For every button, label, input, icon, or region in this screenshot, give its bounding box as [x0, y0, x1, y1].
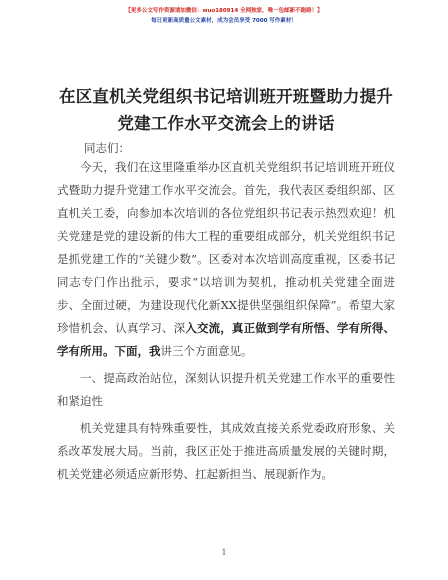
- paragraph-opening: [57, 156, 395, 363]
- paragraph-opening-bold-text: 入交流，真正做到学有所悟、学有所得、学有所用。下面，我: [57, 321, 396, 358]
- section-heading-1: 一、提高政治站位，深刻认识提升机关党建工作水平的重要性和紧迫性: [57, 371, 395, 408]
- paragraph-section-1: 机关党建具有特殊重要性，其成效直接关系党委政府形象、关系改革发展大局。当前，我区正处于推进高质量发展的关键时期，机关党建必须适应新形势、扛起新担当、展现新作为。: [57, 421, 395, 481]
- document-title: 在区直机关党组织书记培训班开班暨助力提升党建工作水平交流会上的讲话: [59, 87, 393, 133]
- salutation: 同志们：: [84, 141, 130, 155]
- paragraph-opening-text: 今天，我们在这里隆重举办区直机关党组织书记培训班开班仪式暨助力提升党建工作水平交流会。首先，我代表区委组织部、区直机关工委，向参加本次培训的各位党组织书记表示热烈欢迎！机关党建是党的建设新的伟大工程的重要组成部分，机关党组织书记是抓党建工作的“关键少数”。区委对本次培训高度重视，区委书记同志专门作出批示，要求“以培训为契机，推动机关党建全面进步、全面过硬，为建设现代化新XX提供坚强组织保障”。希望大家珍惜机会、认真学习、深: [57, 160, 395, 335]
- paragraph-opening-tail: 讲三个方面意见。: [160, 344, 253, 358]
- page-number: 1: [221, 548, 227, 557]
- promo-banner: [0, 6, 448, 26]
- promo-banner-line-2: 每日更新高质量公文素材，成为会员享受 7000 写作素材！: [151, 18, 297, 24]
- promo-banner-line-1: 【更多公文写作资源请加微信：wuo180914 全网独家，唯一包邮新不跑路！】: [125, 8, 323, 14]
